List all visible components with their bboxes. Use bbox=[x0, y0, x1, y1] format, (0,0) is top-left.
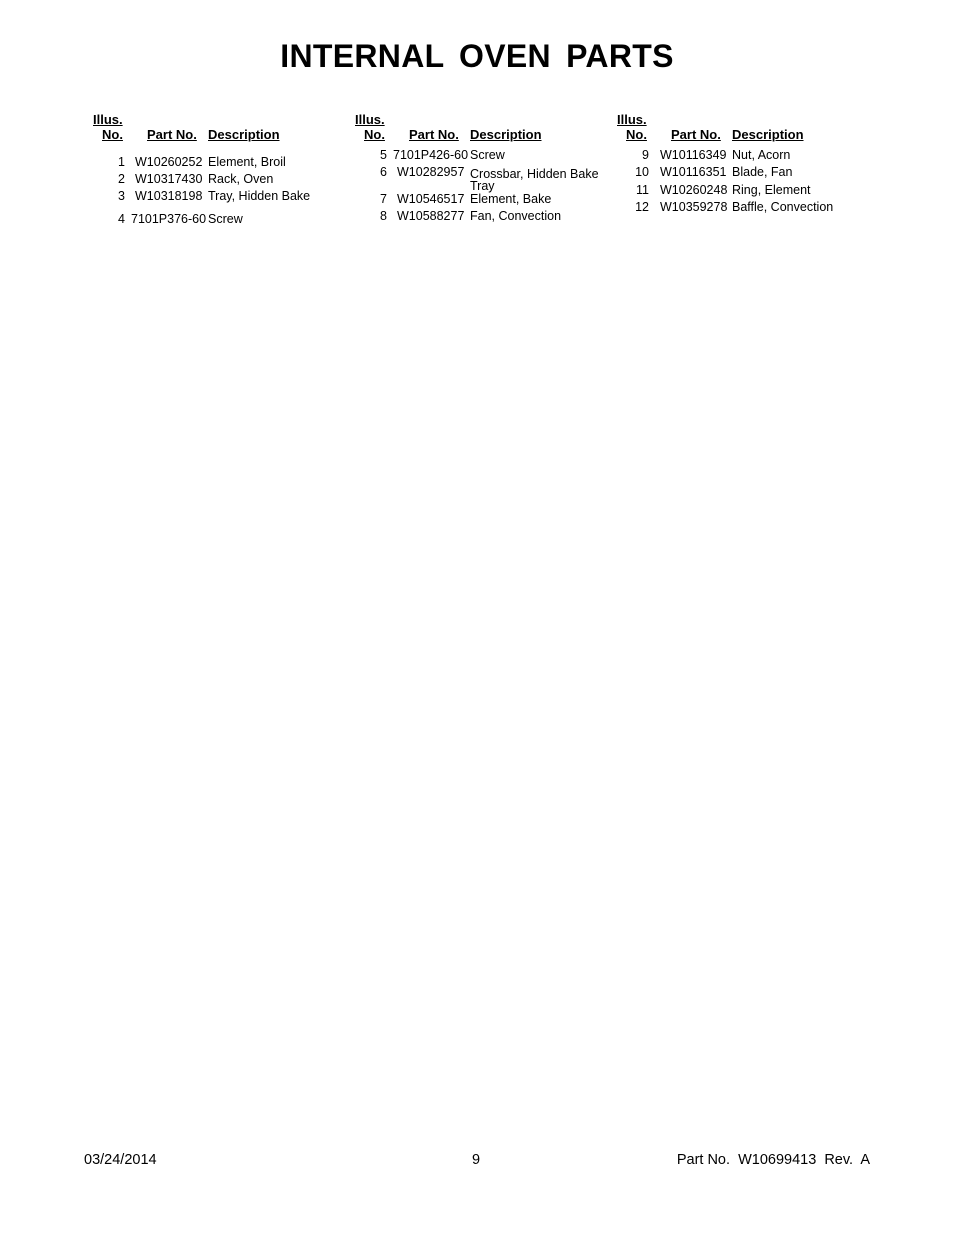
illus-number: 3 bbox=[118, 189, 125, 203]
part-number: W10282957 bbox=[397, 165, 465, 179]
illus-number: 1 bbox=[118, 155, 125, 169]
illus-number: 11 bbox=[636, 183, 649, 197]
header-no: No. bbox=[102, 127, 123, 142]
header-description: Description bbox=[470, 127, 542, 142]
illus-number: 8 bbox=[380, 209, 387, 223]
illus-number: 12 bbox=[635, 200, 649, 214]
header-no: No. bbox=[364, 127, 385, 142]
illus-number: 5 bbox=[380, 148, 387, 162]
header-part-no: Part No. bbox=[147, 127, 197, 142]
part-description: Element, Bake bbox=[470, 192, 552, 206]
illus-number: 9 bbox=[642, 148, 649, 162]
illus-number: 6 bbox=[380, 165, 387, 179]
illus-number: 4 bbox=[118, 212, 125, 226]
part-description: Element, Broil bbox=[208, 155, 286, 169]
part-number: W10116349 bbox=[660, 148, 727, 162]
header-description: Description bbox=[732, 127, 804, 142]
part-description: Rack, Oven bbox=[208, 172, 274, 186]
part-description: Fan, Convection bbox=[470, 209, 562, 223]
illus-number: 2 bbox=[118, 172, 125, 186]
header-illus: Illus. bbox=[617, 112, 647, 127]
part-description: Ring, Element bbox=[732, 183, 811, 197]
illus-number: 10 bbox=[635, 165, 649, 179]
part-number: 7101P376-60 bbox=[131, 212, 207, 226]
illus-number: 7 bbox=[380, 192, 387, 206]
part-number: W10546517 bbox=[397, 192, 465, 206]
page-title: INTERNAL OVEN PARTS bbox=[280, 38, 674, 74]
part-number: W10116351 bbox=[660, 165, 727, 179]
part-number: W10260252 bbox=[135, 155, 203, 169]
part-description: Nut, Acorn bbox=[732, 148, 791, 162]
footer-page-number: 9 bbox=[472, 1152, 481, 1168]
part-description: Tray, Hidden Bake bbox=[208, 189, 311, 203]
header-no: No. bbox=[626, 127, 647, 142]
part-number: W10359278 bbox=[660, 200, 728, 214]
part-description: Blade, Fan bbox=[732, 165, 793, 179]
header-part-no: Part No. bbox=[671, 127, 721, 142]
part-number: W10318198 bbox=[135, 189, 203, 203]
part-description: Screw bbox=[470, 148, 505, 162]
part-number: W10588277 bbox=[397, 209, 465, 223]
header-description: Description bbox=[208, 127, 280, 142]
part-number: 7101P426-60 bbox=[393, 148, 469, 162]
part-description: Screw bbox=[208, 212, 243, 226]
part-number: W10317430 bbox=[135, 172, 203, 186]
footer-part-number: Part No. W10699413 Rev. A bbox=[676, 1152, 870, 1168]
header-illus: Illus. bbox=[355, 112, 385, 127]
part-description: Crossbar, Hidden Bake Tray bbox=[470, 167, 599, 193]
header-illus: Illus. bbox=[93, 112, 123, 127]
header-part-no: Part No. bbox=[409, 127, 459, 142]
part-description: Baffle, Convection bbox=[732, 200, 834, 214]
footer-date: 03/24/2014 bbox=[84, 1152, 157, 1168]
part-number: W10260248 bbox=[660, 183, 728, 197]
